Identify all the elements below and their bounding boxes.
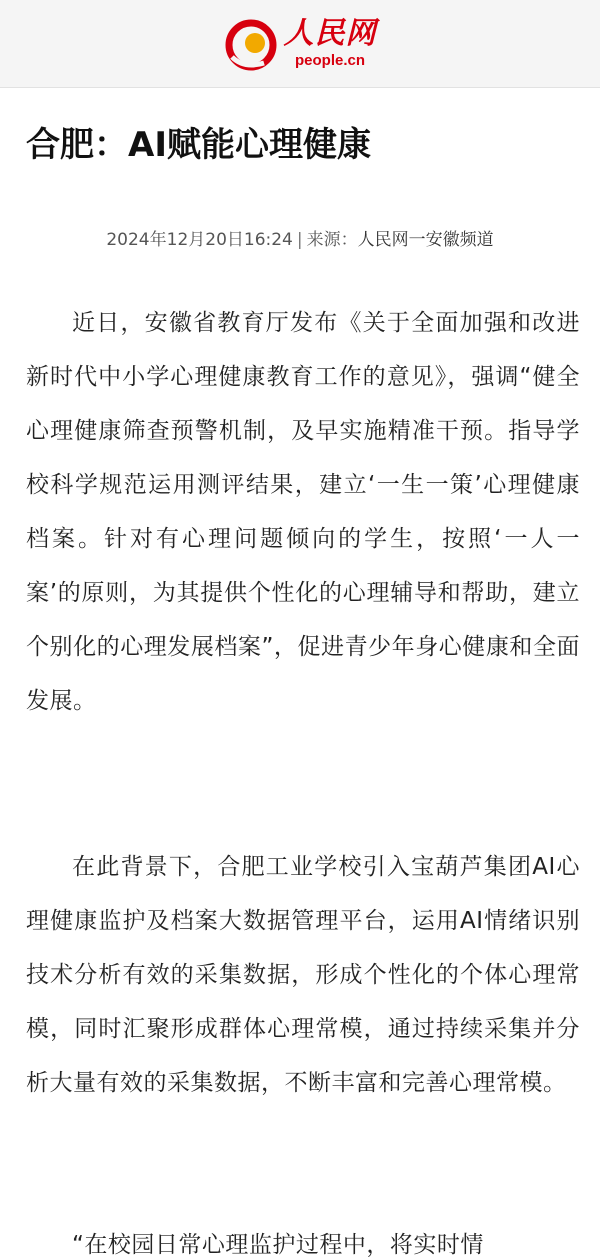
article-paragraph: 在此背景下，合肥工业学校引入宝葫芦集团AI心理健康监护及档案大数据管理平台，运用AI情绪识别技术分析有效的采集数据，形成个性化的个体心理常模，同时汇聚形成群体心理常模，通过持续采集并分析大量有效的采集数据，不断丰富和完善心理常模。 — [26, 854, 580, 1096]
publish-datetime: 2024年12月20日16:24 — [106, 230, 293, 250]
source-name[interactable]: 人民网一安徽频道 — [357, 230, 494, 250]
site-logo[interactable] — [224, 17, 377, 71]
article-meta — [0, 226, 600, 254]
article-paragraph: “在校园日常心理监护过程中，将实时情 — [72, 1232, 484, 1257]
source-label: 来源： — [306, 230, 358, 250]
logo-cn-text: 人民网 — [283, 16, 377, 51]
article-title: 合肥：AI赋能心理健康 — [26, 125, 371, 165]
site-header — [0, 0, 600, 88]
meta-separator: | — [296, 230, 303, 250]
article-paragraph: 近日，安徽省教育厅发布《关于全面加强和改进新时代中小学心理健康教育工作的意见》，强调“健全心理健康筛查预警机制，及早实施精准干预。指导学校科学规范运用测评结果，建立‘一生一策’心理健康档案。针对有心理问题倾向的学生，按照‘一人一案’的原则，为其提供个性化的心理辅导和帮助，建立个别化的心理发展档案”，促进青少年身心健康和全面发展。 — [26, 310, 580, 714]
logo-en-text: people.cn — [294, 52, 365, 69]
logo-wordmark — [283, 16, 377, 69]
people-logo-icon — [224, 17, 278, 71]
